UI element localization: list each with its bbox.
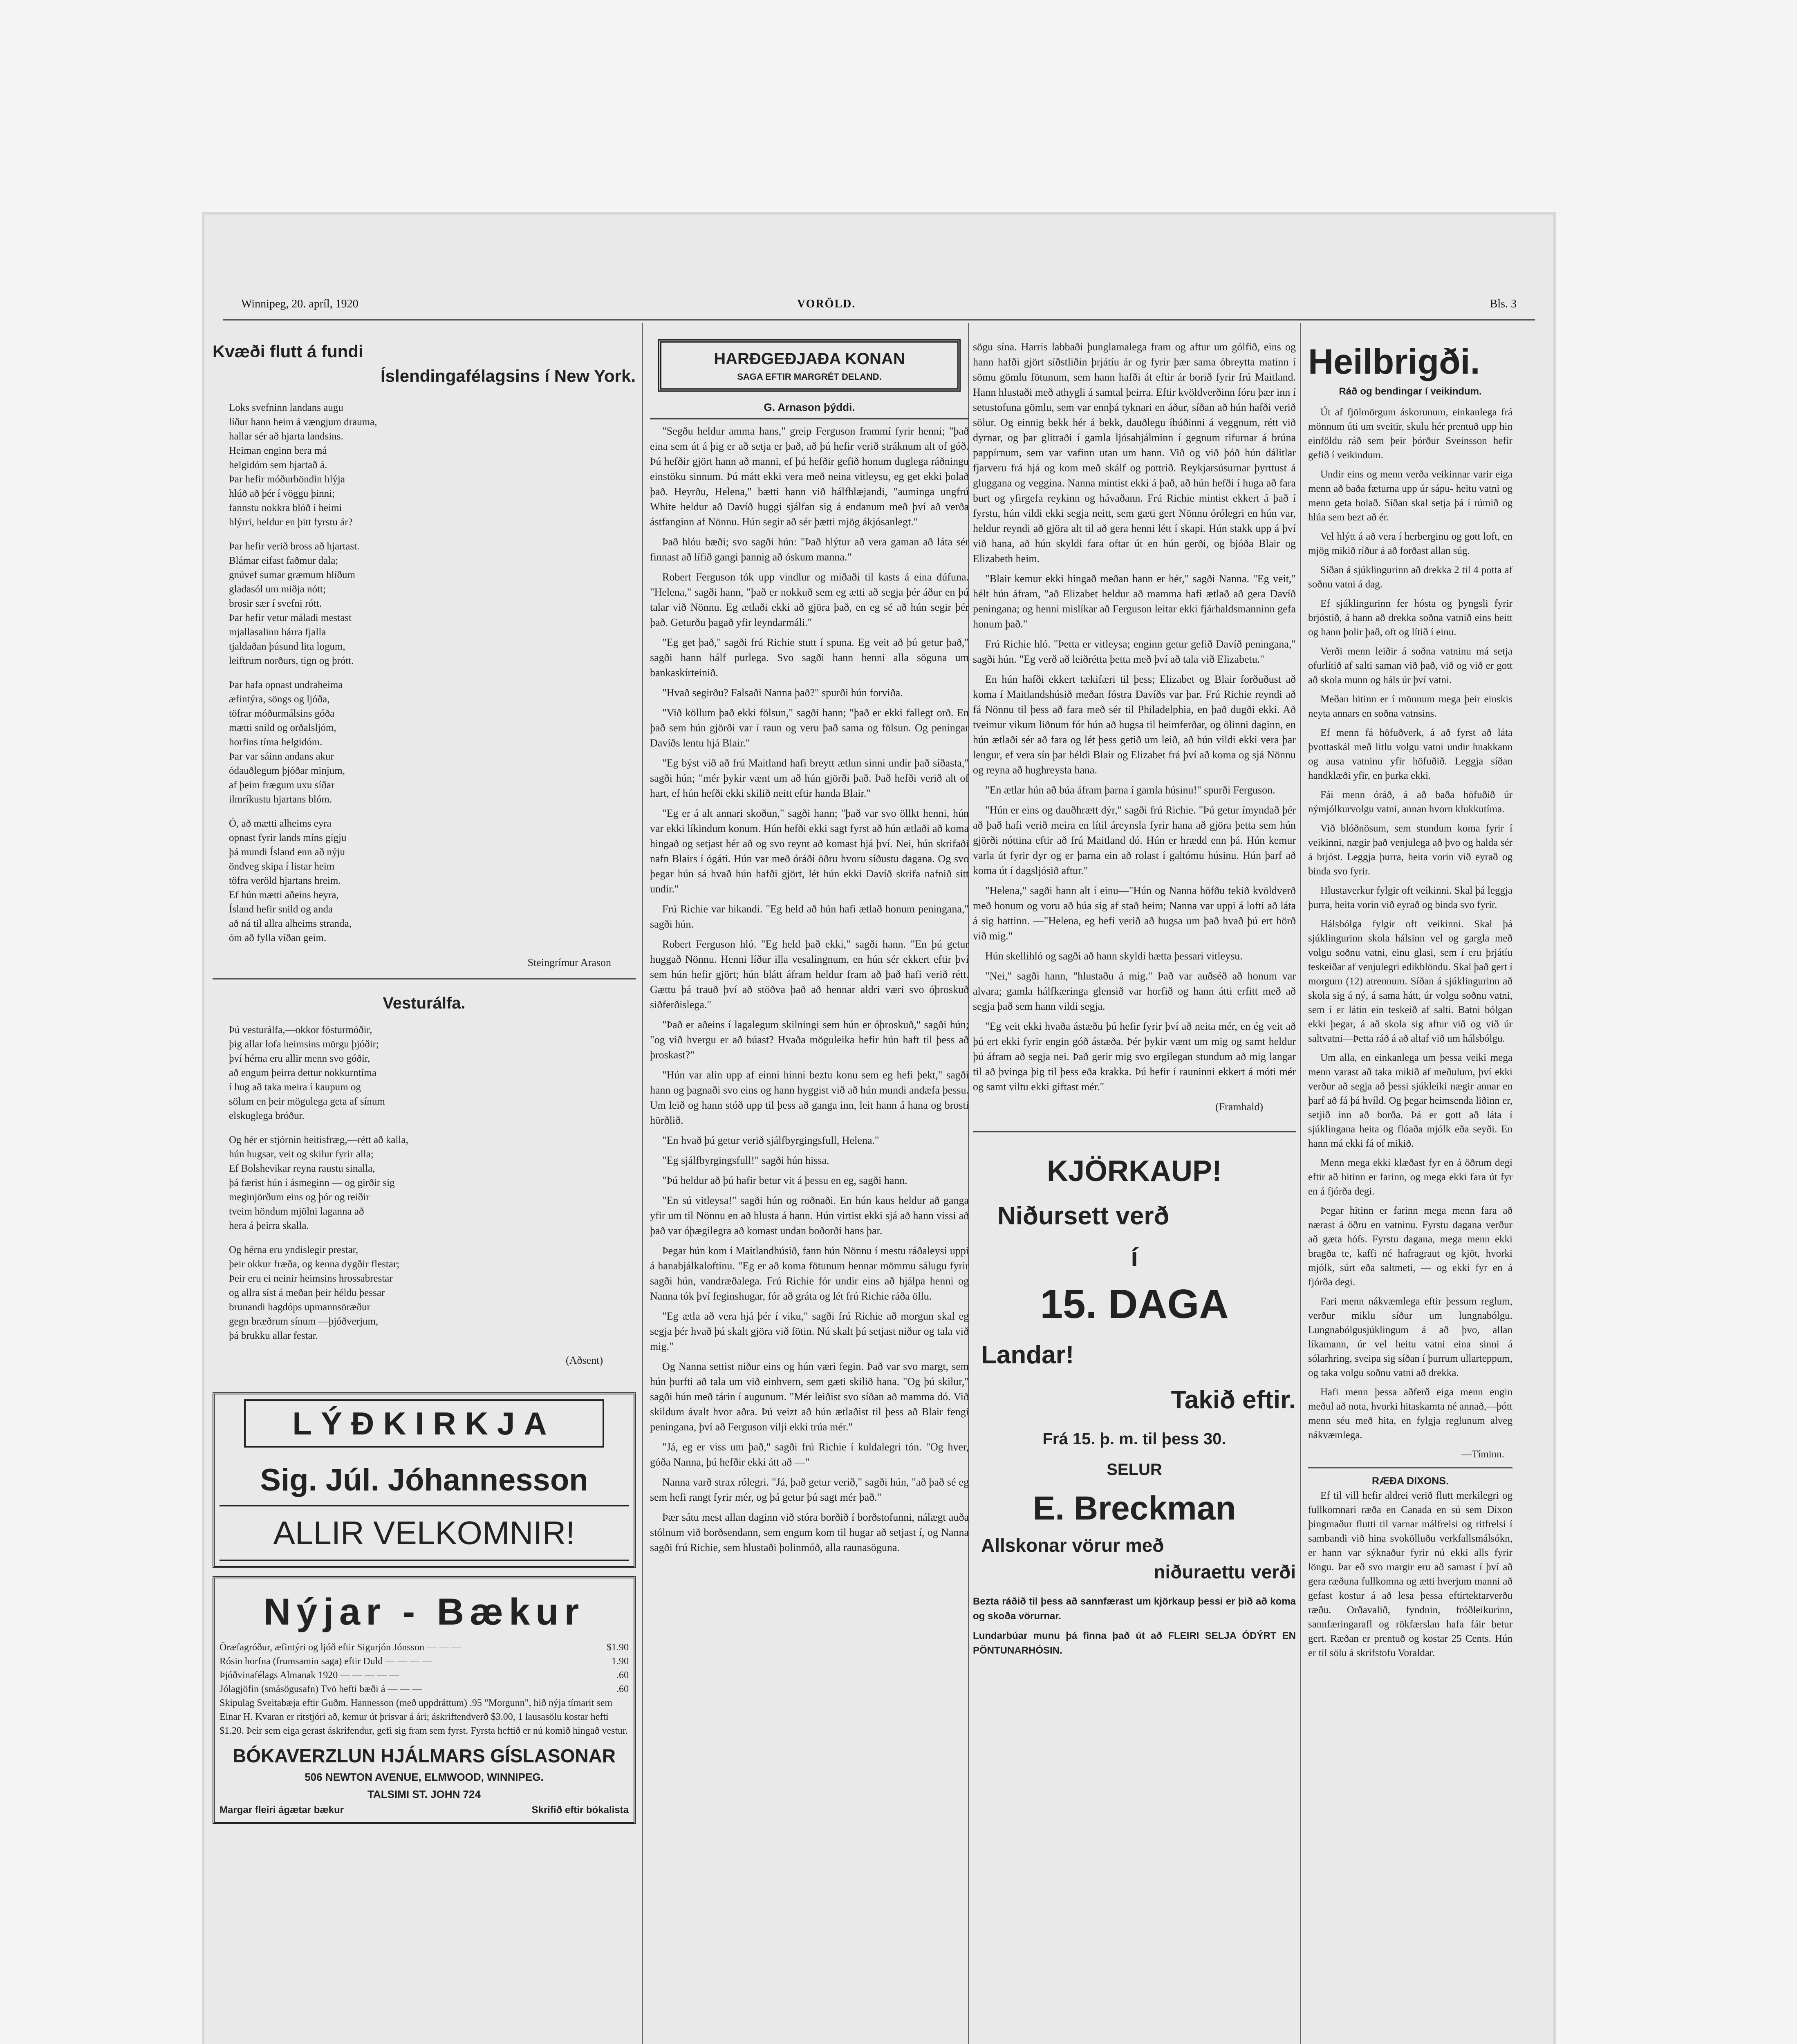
story-paragraph: Þær sátu mest allan daginn við stóra borðið í borðstofunni, nálægt auða stólnum við borðsendann, sem engum kom til hugar að setjast í, og Nanna sagði frú Richie, sem hlustaði þolinmóð, alla raunasöguna.	[650, 1511, 969, 1553]
page-header	[241, 298, 1517, 314]
health-subtitle: Ráð og bendingar í veikindum.	[1339, 386, 1482, 397]
story-paragraph: Nanna varð strax rólegri. "Já, það getur verið," sagði hún, "að það sé eg sem hefi rangt fyrir mér, og þá getur þú sagt mér það."	[650, 1476, 969, 1503]
sale-ad-line6: Frá 15. þ. m. til þess 30.	[1042, 1430, 1226, 1448]
story-paragraph: "En sú vitleysa!" sagði hún og roðnaði. En hún kaus heldur að ganga yfir um til Nönnu en að hlusta á hann. Hún virtist ekki sjá að hann vissi að það var óþægilegra að komast undan boðorði hans þar.	[650, 1195, 969, 1237]
sale-ad-store: E. Breckman	[1033, 1490, 1236, 1527]
story-paragraph: Og Nanna settist niður eins og hún væri fegin. Það var svo margt, sem hún þurfti að tala um við einhvern, sem gæti skilið hana. "Og þú skilur," sagði hún með tárin í augunum. "Mér leiðist svo síðan að mamma dó. Við skildum ávalt hvor aðra. Þú veizt að hún ætlaðist til þess að Blair fengi peningana, því að Ferguson vilji ekki trúa mér."	[650, 1360, 969, 1433]
story-paragraph: Þegar hún kom í Maitlandhúsið, fann hún Nönnu í mestu ráðaleysi uppi á hanabjálkaloftinu. "Eg er að koma fötunum hennar mömmu sálugu fyrir sagði hún, vandræðalega. Frú Richie fór undir eins að hjálpa henni og Nanna tók því feginshugar, fór að gráta og lét frú Richie ráða öllu.	[650, 1245, 969, 1302]
story-paragraph: "Blair kemur ekki hingað meðan hann er hér," sagði Nanna. "Eg veit," hélt hún áfram, "að Elizabet heldur að mamma hafi ætlað að gera Davíð peningana; og henni mislíkar að Ferguson leitar ekki fjárhaldsmanninn gefa honum það."	[973, 573, 1296, 630]
divider	[213, 978, 636, 979]
poem-stanza: Þar hafa opnast undraheima æfintýra, söngs og ljóða, töfrar móðurmálsins góða mætti snild og orðalsljóm, horfins tíma helgidóm. Þar var sáinn andans akur ódauðlegum þjóðar minjum, af þeim frægum uxu síðar ilmríkustu hjartans blóm.	[229, 679, 345, 805]
health-paragraph: Vel hlýtt á að vera í herberginu og gott loft, en mjög mikið ríður á að forðast allan súg.	[1308, 531, 1512, 556]
sale-ad	[973, 1131, 1296, 1658]
sale-ad-foot1: Bezta ráðið til þess að sannfærast um kjörkaup þessi er þið að koma og skoða vörurnar.	[973, 1596, 1296, 1622]
story-paragraph: "Eg sjálfbyrgingsfull!" sagði hún hissa.	[662, 1154, 829, 1166]
health-paragraph: Fari menn nákvæmlega eftir þessum reglum, verður miklu síður um lungnabólgu. Lungnabólgusjúklingum á að þvo, allan líkamann, úr vel heitu vatni eina sinni á sólarhring, sveipa sig síðan í þurrum ullarteppum, og taka volgu soðnu vatni að drekka.	[1308, 1296, 1512, 1378]
vest-author: (Aðsent)	[566, 1354, 603, 1366]
poem	[213, 401, 636, 945]
health-paragraph: Menn mega ekki klæðast fyr en á öðrum degi eftir að hitinn er farinn, og mega ekki fara út fyr en á fjórða degi.	[1308, 1157, 1512, 1197]
health-paragraph: Hálsbólga fylgir oft veikinni. Skal þá sjúklingurinn skola hálsinn vel og gargla með volgu soðnu vatni, einu glasi, sem í eru þrjátíu teskeiðar af venjulegri edikblöndu. Skal það gert í morgum (12) atrennum. Síðan á sjúklingurinn að skola sig á ný, á sama hátt, úr volgu soðnu vatni, sem í er látin ein teskeið af salti. Batni bólgan ekki þegar, á að skola sig aftur við og við úr saltvatni—Þetta ráð á að altaf við um hálsbólgu.	[1308, 919, 1512, 1044]
header-page-number: Bls. 3	[1490, 298, 1517, 310]
vest-title: Vesturálfa.	[383, 994, 466, 1012]
story-paragraph: "Nei," sagði hann, "hlustaðu á mig." Það var auðséð að honum var alvara; gamla hálfkæringa glensið var horfið og hann átti erfitt með að segja það sem hann vildi segja.	[973, 970, 1296, 1012]
sale-ad-line10: niðuraettu verði	[1154, 1561, 1296, 1582]
health-paragraph: Verði menn leiðir á soðna vatninu má setja ofurlítið af salti saman við það, við og við er gott að skola munn og háls úr því vatni.	[1308, 646, 1512, 686]
story-paragraph: "En ætlar hún að búa áfram þarna í gamla húsinu!" spurði Ferguson.	[985, 784, 1275, 796]
health-paragraph: Um alla, en einkanlega um þessa veiki mega menn varast að taka mikið af meðulum, því ekki verður að segja að þessi sjúkleiki nægir annar en þarf að fá þá hvíld. Og þegar heimsenda liðinn er, setjið inn að borða. Þá er gott að láta í sjúklingana heita og flóaða mjólk eða seyði. En hann má ekki fá of mikið.	[1308, 1052, 1512, 1149]
book-item: Jólagjöfin (smásögusafn) Tvö hefti bæði á — — — .60	[220, 1684, 629, 1694]
story-paragraph: "Hvað segirðu? Falsaði Nanna það?" spurði hún forviða.	[662, 687, 903, 699]
translator: G. Arnason þýddi.	[650, 400, 969, 419]
story-paragraph: Það hlóu bæði; svo sagði hún: "Það hlýtur að vera gaman að láta sér finnast að lífið gangi þannig að óskum manna."	[650, 536, 969, 563]
column-4	[1308, 339, 1512, 1665]
sale-ad-foot2: Lundarbúar munu þá finna það út að FLEIRI SELJA ÓDÝRT EN PÖNTUNARHÓSIN.	[973, 1630, 1296, 1656]
book-item: Rósin horfna (frumsamin saga) eftir Duld — — — — 1.90	[220, 1656, 629, 1667]
story-paragraph: "Segðu heldur amma hans," greip Ferguson frammí fyrir henni; "það eina sem út á þig er að setja er það, að þú hefir verið stráknum alt of góð. Þú hefðir gjört hann að manni, ef þú hefðir gefið honum duglega ráðningu einstöku sinnum. Þú mátt ekki vera með neina vitleysu, eg get ekki þolað það. Heyrðu, Helena," bætti hann við hálfhlæjandi, "auminga ungfrú White heldur að Davíð huggi sjálfan sig á endanum með því að verða ástfanginn af Nönnu. Hún segir að sér þætti mjög ákjósanlegt."	[650, 425, 969, 528]
story-subtitle: SAGA EFTIR MARGRÉT DELAND.	[737, 372, 882, 382]
story-paragraph: "Hún er eins og dauðhrætt dýr," sagði frú Richie. "Þú getur ímyndað þér að það hafi verið meira en lítil áreynsla fyrir hana að gjöra þetta sem hún gjörði nóttina eftir að frú Maitland dó. Hún er hrædd enn þá. Hún kemur varla út fyrir dyr og er þarna ein að rolast í galtómu húsinu. Hún þarf að koma út í dagsljósið aftur."	[973, 804, 1296, 876]
story-paragraph: Hún skellihló og sagði að hann skyldi hætta þessari vitleysu.	[985, 950, 1243, 962]
header-date: Winnipeg, 20. apríl, 1920	[241, 298, 359, 310]
poem-title-line1: Kvæði flutt á fundi	[213, 342, 363, 361]
story-paragraph: Robert Ferguson tók upp vindlur og miðaði til kasts á eina dúfuna. "Helena," sagði hann, "það er nokkuð sem eg ætti að segja þér áður en þú talar við Nönnu. Eg ætlaði ekki að gjöra það, en eg sé að hún segir þér það. Geturðu þagað yfir leyndarmáli."	[650, 571, 969, 628]
poem-title-line2: Íslendingafélagsins í New York.	[381, 366, 636, 385]
column-rule-3	[1300, 323, 1301, 2044]
poem-stanza: Og hérna eru yndislegir prestar, þeir okkur fræða, og kenna dygðir flestar; Þeir eru ei neinir heimsins hrossabrestar og allra síst á meðan þeir héldu þessar brunandi hagdóps upmannsöræður gegn bræðrum sínum —þjóðverjum, þá brukku allar festar.	[229, 1244, 400, 1341]
health-paragraph: Meðan hitinn er í mönnum mega þeir einskis neyta annars en soðna vatnsins.	[1308, 694, 1512, 719]
story-paragraph: "Eg veit ekki hvaða ástæðu þú hefir fyrir því að neita mér, en ég veit að þú ert ekki fyrir engin góð ástæða. Þér þykir vænt um mig og samt heldur þú áfram að segja nei. Það gerir mig svo ergilegan stundum að mig langar til að þvinga þig til þess eða krakka. Þú hefir í rauninni ekkert á móti mér og samt viltu ekki giftast mér."	[973, 1020, 1296, 1093]
sale-ad-headline: KJÖRKAUP!	[1046, 1155, 1222, 1188]
poem-author: Steingrímur Arason	[527, 957, 611, 968]
health-paragraph: Undir eins og menn verða veikinnar varir eiga menn að baða fæturna upp úr sápu- heitu vatni og menn geta bolað. Síðan skal setja þá í rúmið og hlúa sem bezt að ér.	[1308, 469, 1512, 523]
health-paragraph: Ef menn fá höfuðverk, á að fyrst að láta þvottaskál með litlu volgu vatni undir hnakkann og ausa vatninu yfir höfuðið. Leggja síðan handklæði yfir, en þurka ekki.	[1308, 727, 1512, 781]
book-item: Þjóðvinafélags Almanak 1920 — — — — — .60	[220, 1670, 629, 1681]
health-paragraph: Hlustaverkur fylgir oft veikinni. Skal þá leggja þurra, heita vorin við eyrað og binda svo fyrir.	[1308, 885, 1512, 910]
story-paragraph: "Já, eg er viss um það," sagði frú Richie í kuldalegri tón. "Og hver, góða Nanna, þú hefðir ekki átt að —"	[650, 1441, 969, 1468]
story-paragraph: "Þú heldur að þú hafir betur vit á þessu en eg, sagði hann.	[662, 1174, 907, 1186]
column-2	[650, 339, 969, 1560]
story-paragraph: Frú Richie hló. "Þetta er vitleysa; enginn getur gefið Davíð peningana," sagði hún. "Eg verð að leiðrétta þetta með því að tala við Elizabetu."	[973, 638, 1296, 665]
health-paragraph: Hafi menn þessa aðferð eiga menn engin meðul að nota, hvorki hitaskamta né annað,—þótt menn séu með hita, en fylgja reglunum alveg nákvæmlega.	[1308, 1387, 1512, 1441]
books-ad-address: 506 NEWTON AVENUE, ELMWOOD, WINNIPEG.	[305, 1771, 544, 1783]
books-ad-note: Skipulag Sveitabæja eftir Guðm. Hannesson (með uppdráttum) .95 "Morgunn", hið nýja tímarit sem Einar H. Kvaran er ritstjóri að, kemur út þrisvar á ári; áskriftendverð $3.00, 1 lausasölu kostar hefti $1.20. Þeir sem eiga gerast áskrifendur, gefi sig fram sem fyrst. Fyrsta heftið er nú komið hingað vestur.	[220, 1698, 628, 1736]
story-paragraph: "Eg er á alt annari skoðun," sagði hann; "það var svo öllkt henni, hún var ekki líkindum konum. Hún hefði ekki sagt fyrst að hún ætlaði að koma hingað og setjast hér að og svo reynt að komast hjá því. Nei, hún skrifaði nafn Blairs í ógáti. Hún var með óráði öðru hvoru síðustu dagana. Og svo þegar hún sá hvað hún hafði gjört, lét hún ekki Davíð skrifa nafnið sitt undir."	[650, 807, 969, 895]
health-paragraph: Fái menn óráð, á að baða höfuðið úr nýmjólkurvolgu vatni, annan hvorn klukkutíma.	[1308, 789, 1512, 815]
story-title-box	[658, 339, 961, 392]
header-rule	[223, 319, 1535, 320]
dixon-paragraph: Ef til vill hefir aldrei verið flutt merkilegri og fullkomnari ræða en Canada en sú sem Dixon þingmaður flutti til varnar málfrelsi og ritfrelsi í sambandi við hina svokölluðu verkfallsmálsókn, er hann var sýknaður fyrir nú ekki alls fyrir löngu. Þar eð svo margir eru að samast í því að gera ræðuna fullkomna og ætti hverjum manni að gefast kostur á að lesa þessa eftirtektarverðu ræðu. Orðavalið, fyndnin, fróðleikurinn, sannfæringarafl og rökfærslan hafa fáir betur gert. Ræðan er prentuð og kostar 25 Cents. Hún er til sölu á skrifstofu Voraldar.	[1308, 1490, 1512, 1659]
health-source: —Tíminn.	[1461, 1449, 1504, 1460]
books-ad-phone: TALSIMI ST. JOHN 724	[367, 1788, 481, 1800]
story-paragraph: "Eg get það," sagði frú Richie stutt í spuna. Eg veit að þú getur það," sagði hann hálf purlega. Svo sagði hann henni alla söguna um bankaskírteinið.	[650, 637, 969, 679]
health-paragraph: Við blóðnösum, sem stundum koma fyrir í veikinni, nægir það venjulega að þvo og halda sér á brjóst. Leggja þurra, heita vorin við eyrað og binda svo fyrir.	[1308, 823, 1512, 877]
health-title: Heilbrigði.	[1308, 342, 1480, 381]
story-paragraph: "Það er aðeins í lagalegum skilningi sem hún er óþroskuð," sagði hún; "og við hvergu er að búast? Hvaða möguleika hefir hún haft til þess að þroskast?"	[650, 1019, 969, 1061]
poem-stanza: Þú vesturálfa,—okkor fósturmóðir, þig allar lofa heimsins mörgu þjóðir; því hérna eru allir menn svo góðir, að engum þeirra dettur nokkurntíma í hug að taka meira í kaupum og sölum en þeir mögulega geta af sínum elskuglega bróður.	[229, 1024, 385, 1121]
poem-stanza: Þar hefir verið bross að hjartast. Blámar eifast faðmur dala; gnúvef sumar græmum hlíðum gladasól um miðja nótt; brosir sær í svefni rótt. Þar hefir vetur máladi mestast mjallasalinn hárra fjalla tjaldaðan þúsund lita logum, leiftrum norðurs, tign og þrótt.	[229, 541, 360, 666]
books-ad-title: Nýjar - Bækur	[263, 1591, 585, 1633]
column-1	[213, 339, 636, 1828]
story-paragraph: En hún hafði ekkert tækifæri til þess; Elizabet og Blair forðuðust að koma í Maitlandshúsið meðan fóstra Davíðs var þar. Frú Richie reyndi að fá Nönnu til þess að fara með sér til Philadelphia, en það dugði ekki. Að tveimur vikum liðnum fór hún að hugsa til heimferðar, og ölinni daginn, en hún ætlaði sér að fara og lét þess getið um leið, að hún vildi ekki vera þar lengur, ef vera sín þar héldi Blair og Elizabet frá því að koma og sjá Nönnu og reyna að hughreysta hana.	[973, 673, 1296, 776]
church-ad-welcome: ALLIR VELKOMNIR!	[220, 1505, 629, 1561]
story-paragraph: "En hvað þú getur verið sjálfbyrgingsfull, Helena."	[662, 1134, 879, 1146]
church-ad-name: Sig. Júl. Jóhannesson	[260, 1463, 588, 1497]
sale-ad-line5: Takið eftir.	[1171, 1386, 1296, 1414]
story-paragraph: "Helena," sagði hann alt í einu—"Hún og Nanna höfðu tekið kvöldverð með honum og voru að búa sig af stað heim; Nanna var uppi á lofti að láta á sig hattinn. —"Helena, eg hefi verið að hugsa um það hvað þú ert hörð við mig."	[973, 885, 1296, 942]
column-rule-1	[642, 323, 643, 2044]
church-ad	[213, 1392, 636, 1568]
books-ad	[213, 1576, 636, 1824]
health-paragraph: Þegar hitinn er farinn mega menn fara að nærast á öðru en vatninu. Fyrstu dagana verður að gæta hófs. Fyrstu dagana, mega menn ekki bragða te, kaffi né hafragraut og kjöt, hvorki mjólk, súrt eða saltmeti, — og ekki fyr en á fjórða degi.	[1308, 1205, 1512, 1288]
story-paragraph: sögu sína. Harris labbaði þunglamalega fram og aftur um gólfið, eins og hann hafði gjört síðstliðin þrjátíu ár og fyrir þær sama óbreytta matinn í sömu gömlu fötunum, sem hann hafði át eftir ár borið fyrir frú Maitland. Hann hlustaði með athygli á samtal þeirra. Eftir kvöldverðinn fóru þær inn í setustofuna gömlu, sem var ennþá tyknari en áður, síðan að hún hafði verið sölur. Og einnig bekk hér á bekk, dauðlegu íbúðinni á veggnum, rétt við dyrnar, og þar glitraði í gamla ljósahjálminn í gegnum rifurnar á brúna pappírnum, sem var vafinn utan um hann. Við og við þóð hún dálitlar fjarveru frá hjá og kom með skálf og pottrið. Reykjarsúsurnar þyrttust á gluggana og veggina. Nanna mintist ekki á það, að hún hefði í huga að fara burt og yfirgefa reykinn og hávaðann. Frú Richie mintist ekkert á það í fyrstu, hún vildi ekki segja neitt, sem gæti gert Nönnu órólegri en hún var, heldur reyndi að gjöra alt til að gera henni létt í skapi. Hún stakk upp á því við hana, að hún skyldi fara oftar út en hún gerði, og bjóða Blair og Elizabeth heim.	[973, 341, 1296, 565]
church-ad-title: LÝÐKIRKJA	[244, 1399, 604, 1448]
book-item: Öræfagróður, æfintýri og ljóð eftir Sigurjón Jónsson — — — $1.90	[220, 1642, 629, 1653]
books-ad-footer: Margar fleiri ágætar bækur Skrifið eftir bókalista	[220, 1804, 629, 1815]
books-ad-store: BÓKAVERZLUN HJÁLMARS GÍSLASONAR	[232, 1745, 616, 1766]
header-paper-name: VORÖLD.	[797, 298, 856, 310]
poem-stanza: Loks svefninn landans augu líður hann heim á vængjum drauma, hallar sér að hjarta landsins. Heiman enginn bera má helgidóm sem hjartað á. Þar hefir móðurhöndin hlýja hlúð að þér í vöggu þinni; fannstu nokkra blóð í heimi hlýrri, heldur en þitt fyrstu ár?	[229, 402, 377, 528]
story-paragraph: "Eg ætla að vera hjá þér í viku," sagði frú Richie að morgun skal eg segja þér hvað þú skalt gjöra við fötin. Nú skalt þú setjast niður og tala við mig."	[650, 1310, 969, 1352]
story-paragraph: "Við köllum það ekki fölsun," sagði hann; "það er ekki fallegt orð. En það sem hún gjörði var í raun og veru það sama og fölsun. Og peningar Davíðs lentu hjá Blair."	[650, 707, 969, 749]
story-paragraph: Frú Richie var hikandi. "Eg held að hún hafi ætlað honum peningana," sagði hún.	[650, 903, 969, 930]
divider	[1308, 1467, 1512, 1468]
story-paragraph: Robert Ferguson hló. "Eg held það ekki," sagði hann. "En þú getur huggað Nönnu. Henni líður illa vesalingnum, en hún sér ekkert eftir því sem hún hefir gjört; hún blátt áfram heldur fram að það hafi verið rétt. Gættu þá trauð því að stöðva það að hennar aldri væri svo óþroskuð siðferðislega."	[650, 938, 969, 1011]
column-3	[973, 339, 1296, 1663]
health-paragraph: Síðan á sjúklingurinn að drekka 2 til 4 potta af soðnu vatni á dag.	[1308, 565, 1512, 590]
sale-ad-line7: SELUR	[1107, 1461, 1162, 1479]
continued-note: (Framhald)	[1215, 1101, 1263, 1113]
poem-stanza: Og hér er stjórnin heitisfræg,—rétt að kalla, hún hugsar, veit og skilur fyrir alla; Ef Bolshevikar reyna raustu sinalla, þá færist hún í ásmeginn — og girðir sig meginjörðum eins og þór og reiðir tveim höndum mjölni laganna að hera á þeirra skalla.	[229, 1134, 408, 1231]
dixon-title: RÆÐA DIXONS.	[1372, 1475, 1449, 1487]
sale-ad-line4: Landar!	[981, 1341, 1074, 1369]
sale-ad-line9: Allskonar vörur með	[981, 1535, 1164, 1556]
sale-ad-line2: í	[1131, 1242, 1138, 1272]
health-paragraph: Út af fjölmörgum áskorunum, einkanlega frá mönnum úti um sveitir, skulu hér prentuð upp hin einföldu ráð sem þeir þórður Sveinsson hefir gefið í veikindum.	[1308, 407, 1512, 461]
health-paragraph: Ef sjúklingurinn fer hósta og þyngsli fyrir brjóstið, á hann að drekka soðna vatnið eins heitt og hann þolir það, oft og lítið í einu.	[1308, 598, 1512, 638]
vest-poem	[213, 1023, 636, 1343]
story-title: HARÐGEÐJAÐA KONAN	[714, 350, 905, 368]
story-paragraph: "Hún var alin upp af einni hinni beztu konu sem eg hefi þekt," sagði hann og þagnaði svo eins og hann hyggist við að hún mundi andæfa þessu. Um leið og hann stóð upp til þess að ganga inn, leit hann á hana og brosti hörðlið.	[650, 1069, 969, 1126]
sale-ad-line1: Niðursett verð	[997, 1202, 1170, 1230]
story-paragraph: "Eg býst við að frú Maitland hafi breytt ætlun sinni undir það síðasta," sagði hún; "mér þykir vænt um að hún gjörði það. Það hefði verið alt of hart, ef hún hefði ekki skilið neitt eftir handa Blair."	[650, 757, 969, 799]
sale-ad-line3: 15. DAGA	[1040, 1281, 1229, 1327]
poem-stanza: Ó, að mætti alheims eyra opnast fyrir lands míns gígju þá mundi Ísland enn að nýju öndveg skipa í listar heim töfra veröld hjartans hreim. Ef hún mætti aðeins heyra, Ísland hefir snild og anda að ná til allra alheims stranda, óm að fylla víðan geim.	[229, 818, 352, 944]
